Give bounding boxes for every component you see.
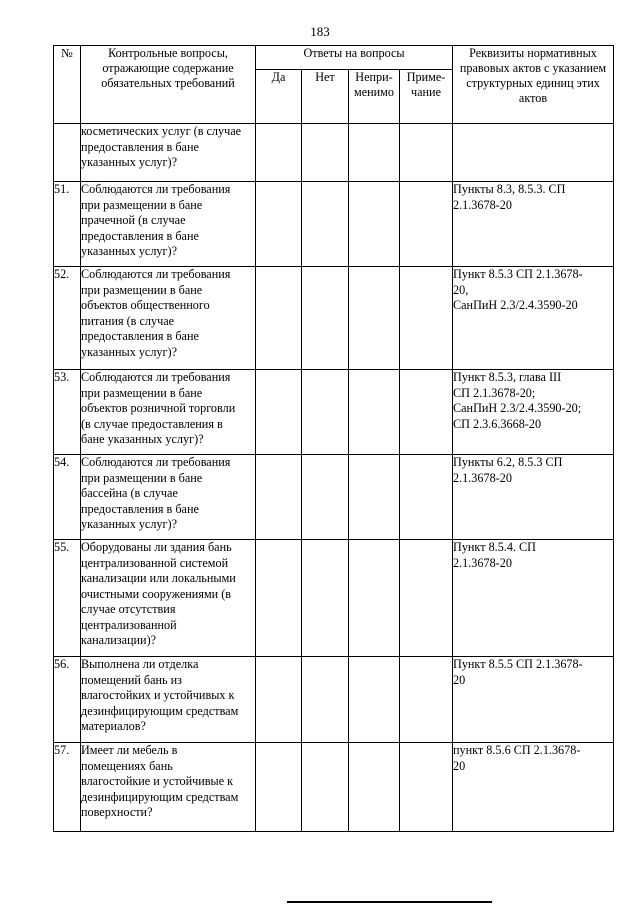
answer-na-cell[interactable] bbox=[349, 657, 400, 743]
answer-note-cell[interactable] bbox=[400, 182, 453, 267]
answer-note-cell[interactable] bbox=[400, 657, 453, 743]
answer-note-cell[interactable] bbox=[400, 743, 453, 832]
answer-na-cell[interactable] bbox=[349, 182, 400, 267]
row-question bbox=[81, 540, 256, 657]
row-reference bbox=[453, 540, 614, 657]
header-note-line1: Приме- bbox=[406, 70, 446, 84]
row-number: 55. bbox=[54, 540, 81, 657]
row-question bbox=[81, 743, 256, 832]
answer-na-cell[interactable] bbox=[349, 743, 400, 832]
answer-yes-cell[interactable] bbox=[256, 267, 302, 370]
answer-na-cell[interactable] bbox=[349, 267, 400, 370]
answer-yes-cell[interactable] bbox=[256, 540, 302, 657]
header-na-line2: менимо bbox=[354, 85, 394, 99]
table-row bbox=[54, 370, 614, 455]
table-row bbox=[54, 540, 614, 657]
row-question bbox=[81, 657, 256, 743]
reference-text: Пункт 8.5.3, глава III СП 2.1.3678-20; СанПиН 2.3/2.4.3590-20; СП 2.3.6.3668-20 bbox=[453, 370, 582, 431]
reference-text: пункт 8.5.6 СП 2.1.3678- 20 bbox=[453, 743, 581, 773]
answer-yes-cell[interactable] bbox=[256, 182, 302, 267]
question-text: косметических услуг (в случае предоставления в бане указанных услуг)? bbox=[81, 124, 242, 169]
header-no: Нет bbox=[302, 70, 349, 124]
header-not-applicable bbox=[349, 70, 400, 124]
row-reference bbox=[453, 370, 614, 455]
answer-yes-cell[interactable] bbox=[256, 124, 302, 182]
row-question bbox=[81, 267, 256, 370]
row-question bbox=[81, 124, 256, 182]
page-number: 183 bbox=[310, 24, 330, 39]
header-answers: Ответы на вопросы bbox=[256, 46, 453, 70]
question-text: Соблюдаются ли требования при размещении в бане объектов розничной торговли (в случае предоставления в бане указанных услуг)? bbox=[81, 370, 236, 446]
answer-note-cell[interactable] bbox=[400, 540, 453, 657]
answer-yes-cell[interactable] bbox=[256, 370, 302, 455]
header-note-line2: чание bbox=[411, 85, 441, 99]
question-text: Соблюдаются ли требования при размещении в бане прачечной (в случае предоставления в бане указанных услуг)? bbox=[81, 182, 231, 258]
row-question bbox=[81, 370, 256, 455]
row-reference bbox=[453, 743, 614, 832]
answer-na-cell[interactable] bbox=[349, 124, 400, 182]
answer-yes-cell[interactable] bbox=[256, 455, 302, 540]
answer-yes-cell[interactable] bbox=[256, 657, 302, 743]
answer-note-cell[interactable] bbox=[400, 267, 453, 370]
answer-no-cell[interactable] bbox=[302, 370, 349, 455]
answer-note-cell[interactable] bbox=[400, 370, 453, 455]
header-note bbox=[400, 70, 453, 124]
row-reference bbox=[453, 182, 614, 267]
row-number: 52. bbox=[54, 267, 81, 370]
question-text: Выполнена ли отделка помещений бань из влагостойких и устойчивых к дезинфицирующим средствам материалов? bbox=[81, 657, 239, 733]
footer-rule bbox=[287, 901, 492, 903]
table-row bbox=[54, 124, 614, 182]
row-number: 56. bbox=[54, 657, 81, 743]
answer-no-cell[interactable] bbox=[302, 124, 349, 182]
row-number: 53. bbox=[54, 370, 81, 455]
answer-yes-cell[interactable] bbox=[256, 743, 302, 832]
header-na-line1: Непри- bbox=[355, 70, 393, 84]
answer-no-cell[interactable] bbox=[302, 182, 349, 267]
answer-no-cell[interactable] bbox=[302, 267, 349, 370]
header-number: № bbox=[54, 46, 81, 124]
row-reference bbox=[453, 657, 614, 743]
reference-text: Пункты 8.3, 8.5.3. СП 2.1.3678-20 bbox=[453, 182, 566, 212]
row-reference bbox=[453, 455, 614, 540]
table-row bbox=[54, 182, 614, 267]
row-number: 54. bbox=[54, 455, 81, 540]
answer-na-cell[interactable] bbox=[349, 540, 400, 657]
reference-text: Пункт 8.5.5 СП 2.1.3678- 20 bbox=[453, 657, 583, 687]
table-row bbox=[54, 743, 614, 832]
reference-text: Пункты 6.2, 8.5.3 СП 2.1.3678-20 bbox=[453, 455, 563, 485]
table-row bbox=[54, 455, 614, 540]
question-text: Соблюдаются ли требования при размещении в бане объектов общественного питания (в случае предоставления в бане указанных услуг)? bbox=[81, 267, 231, 359]
checklist-table bbox=[53, 45, 614, 832]
table-row bbox=[54, 267, 614, 370]
question-text: Имеет ли мебель в помещениях бань влагостойкие и устойчивые к дезинфицирующим средствам поверхности? bbox=[81, 743, 239, 819]
answer-note-cell[interactable] bbox=[400, 455, 453, 540]
row-number: 51. bbox=[54, 182, 81, 267]
header-reference: Реквизиты нормативных правовых актов с указанием структурных единиц этих актов bbox=[453, 46, 614, 124]
question-text: Соблюдаются ли требования при размещении в бане бассейна (в случае предоставления в бане указанных услуг)? bbox=[81, 455, 231, 531]
answer-note-cell[interactable] bbox=[400, 124, 453, 182]
answer-na-cell[interactable] bbox=[349, 455, 400, 540]
reference-text: Пункт 8.5.3 СП 2.1.3678- 20, СанПиН 2.3/2.4.3590-20 bbox=[453, 267, 583, 312]
answer-no-cell[interactable] bbox=[302, 743, 349, 832]
row-reference bbox=[453, 124, 614, 182]
header-yes: Да bbox=[256, 70, 302, 124]
answer-no-cell[interactable] bbox=[302, 657, 349, 743]
row-question bbox=[81, 182, 256, 267]
question-text: Оборудованы ли здания бань централизованной системой канализации или локальными очистными сооружениями (в случае отсутствия централизованной канализации)? bbox=[81, 540, 236, 647]
answer-no-cell[interactable] bbox=[302, 540, 349, 657]
row-reference bbox=[453, 267, 614, 370]
answer-na-cell[interactable] bbox=[349, 370, 400, 455]
table-row bbox=[54, 657, 614, 743]
answer-no-cell[interactable] bbox=[302, 455, 349, 540]
row-number bbox=[54, 124, 81, 182]
row-question bbox=[81, 455, 256, 540]
header-question: Контрольные вопросы, отражающие содержание обязательных требований bbox=[81, 46, 256, 124]
row-number: 57. bbox=[54, 743, 81, 832]
reference-text: Пункт 8.5.4. СП 2.1.3678-20 bbox=[453, 540, 536, 570]
